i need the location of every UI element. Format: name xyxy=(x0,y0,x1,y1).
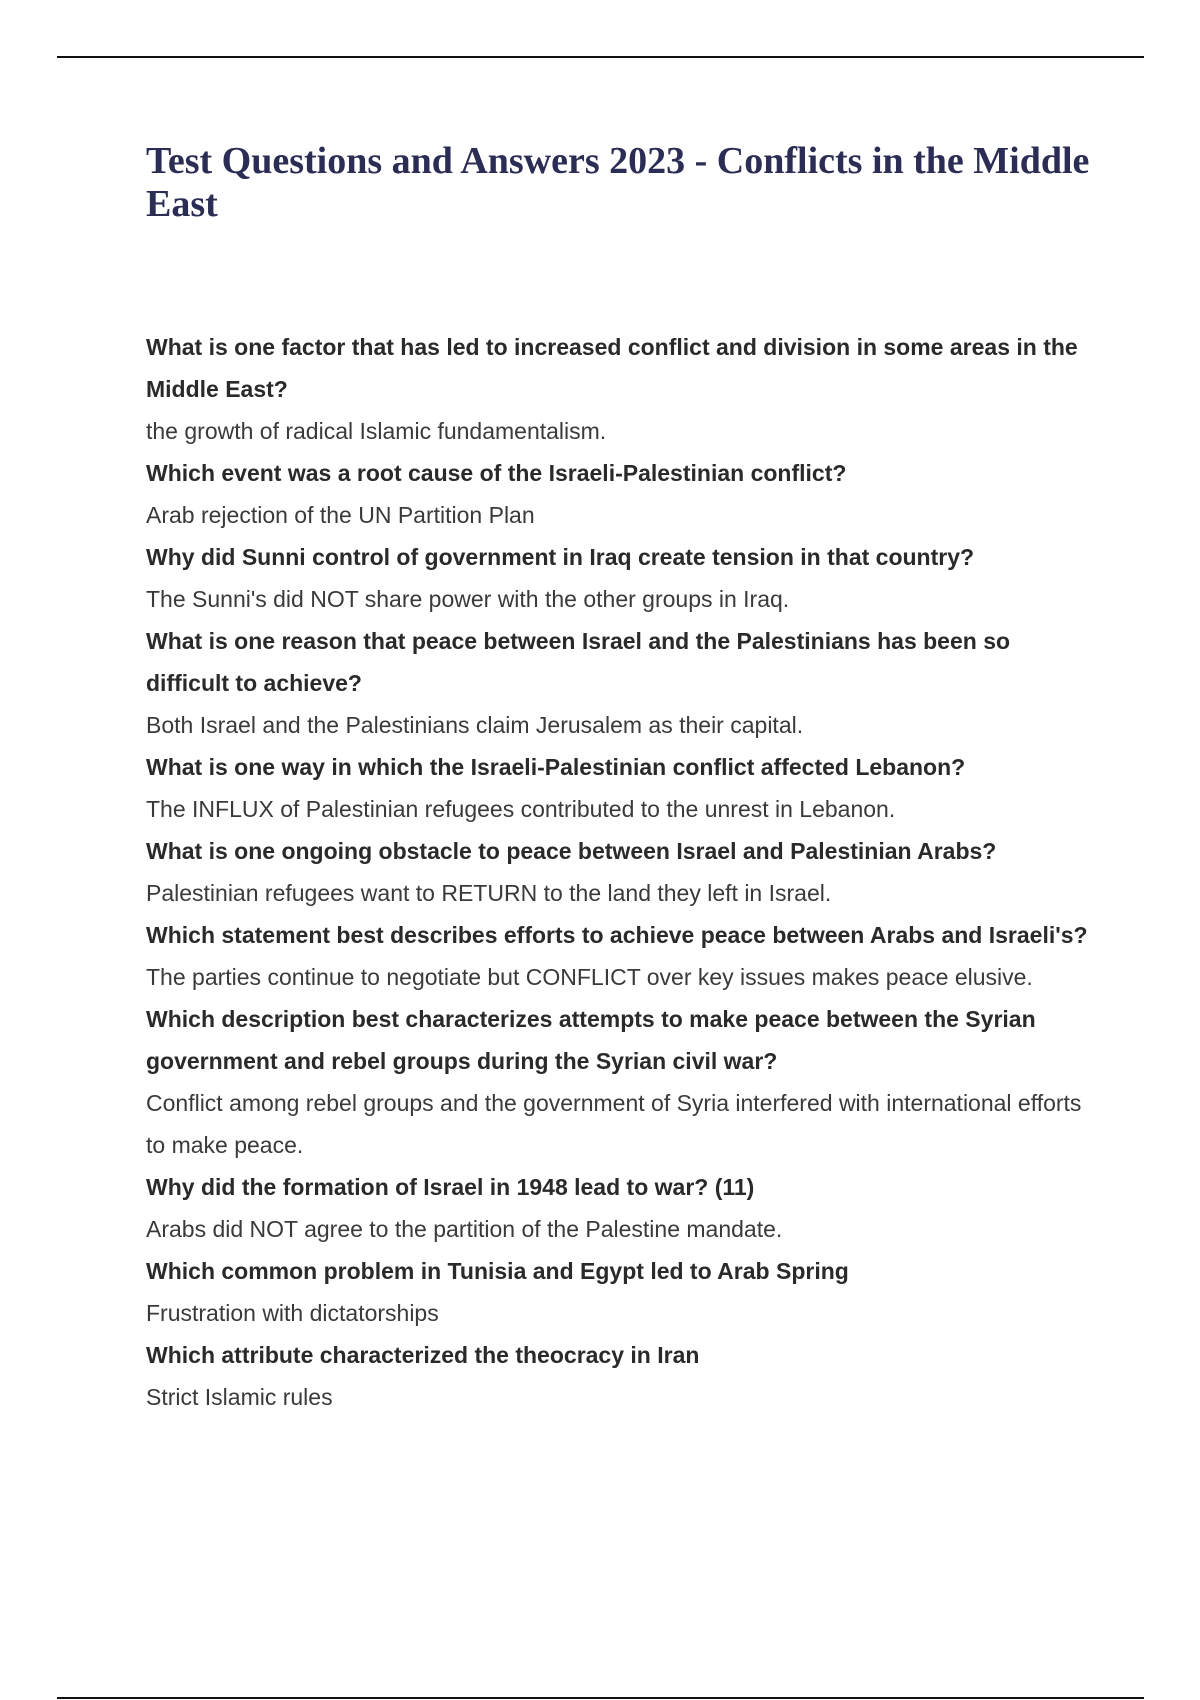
qa-item xyxy=(146,830,1096,914)
document-body xyxy=(146,140,1096,1418)
qa-item xyxy=(146,326,1096,452)
question-text: Why did Sunni control of government in Iraq create tension in that country? xyxy=(146,544,975,570)
qa-item xyxy=(146,998,1096,1166)
question-text: Which event was a root cause of the Israeli-Palestinian conflict? xyxy=(146,460,847,486)
answer-text: Frustration with dictatorships xyxy=(146,1300,439,1326)
question-text: What is one ongoing obstacle to peace between Israel and Palestinian Arabs? xyxy=(146,838,997,864)
answer-text: The parties continue to negotiate but CONFLICT over key issues makes peace elusive. xyxy=(146,964,1033,990)
qa-list xyxy=(146,326,1096,1418)
page-title: Test Questions and Answers 2023 - Conflicts in the Middle East xyxy=(146,140,1090,225)
qa-item xyxy=(146,746,1096,830)
answer-text: the growth of radical Islamic fundamentalism. xyxy=(146,418,607,444)
answer-text: Both Israel and the Palestinians claim Jerusalem as their capital. xyxy=(146,712,804,738)
question-text: Which attribute characterized the theocracy in Iran xyxy=(146,1342,700,1368)
answer-text: Arabs did NOT agree to the partition of the Palestine mandate. xyxy=(146,1216,783,1242)
qa-item xyxy=(146,1250,1096,1334)
question-text: Which statement best describes efforts to achieve peace between Arabs and Israeli's? xyxy=(146,922,1088,948)
answer-text: Strict Islamic rules xyxy=(146,1384,333,1410)
question-text: Why did the formation of Israel in 1948 lead to war? (11) xyxy=(146,1174,755,1200)
qa-item xyxy=(146,1166,1096,1250)
question-text: What is one reason that peace between Israel and the Palestinians has been so difficult to achieve? xyxy=(146,628,1011,696)
qa-item xyxy=(146,452,1096,536)
qa-item xyxy=(146,536,1096,620)
qa-item xyxy=(146,620,1096,746)
answer-text: The INFLUX of Palestinian refugees contributed to the unrest in Lebanon. xyxy=(146,796,896,822)
answer-text: The Sunni's did NOT share power with the other groups in Iraq. xyxy=(146,586,790,612)
bottom-rule xyxy=(57,1697,1144,1699)
answer-text: Arab rejection of the UN Partition Plan xyxy=(146,502,535,528)
question-text: What is one factor that has led to increased conflict and division in some areas in the Middle East? xyxy=(146,334,1078,402)
question-text: Which common problem in Tunisia and Egypt led to Arab Spring xyxy=(146,1258,849,1284)
question-text: Which description best characterizes attempts to make peace between the Syrian government and rebel groups during the Syrian civil war? xyxy=(146,1006,1036,1074)
qa-item xyxy=(146,1334,1096,1418)
answer-text: Palestinian refugees want to RETURN to the land they left in Israel. xyxy=(146,880,832,906)
question-text: What is one way in which the Israeli-Palestinian conflict affected Lebanon? xyxy=(146,754,966,780)
answer-text: Conflict among rebel groups and the government of Syria interfered with international efforts to make peace. xyxy=(146,1090,1082,1158)
qa-item xyxy=(146,914,1096,998)
top-rule xyxy=(57,56,1144,58)
